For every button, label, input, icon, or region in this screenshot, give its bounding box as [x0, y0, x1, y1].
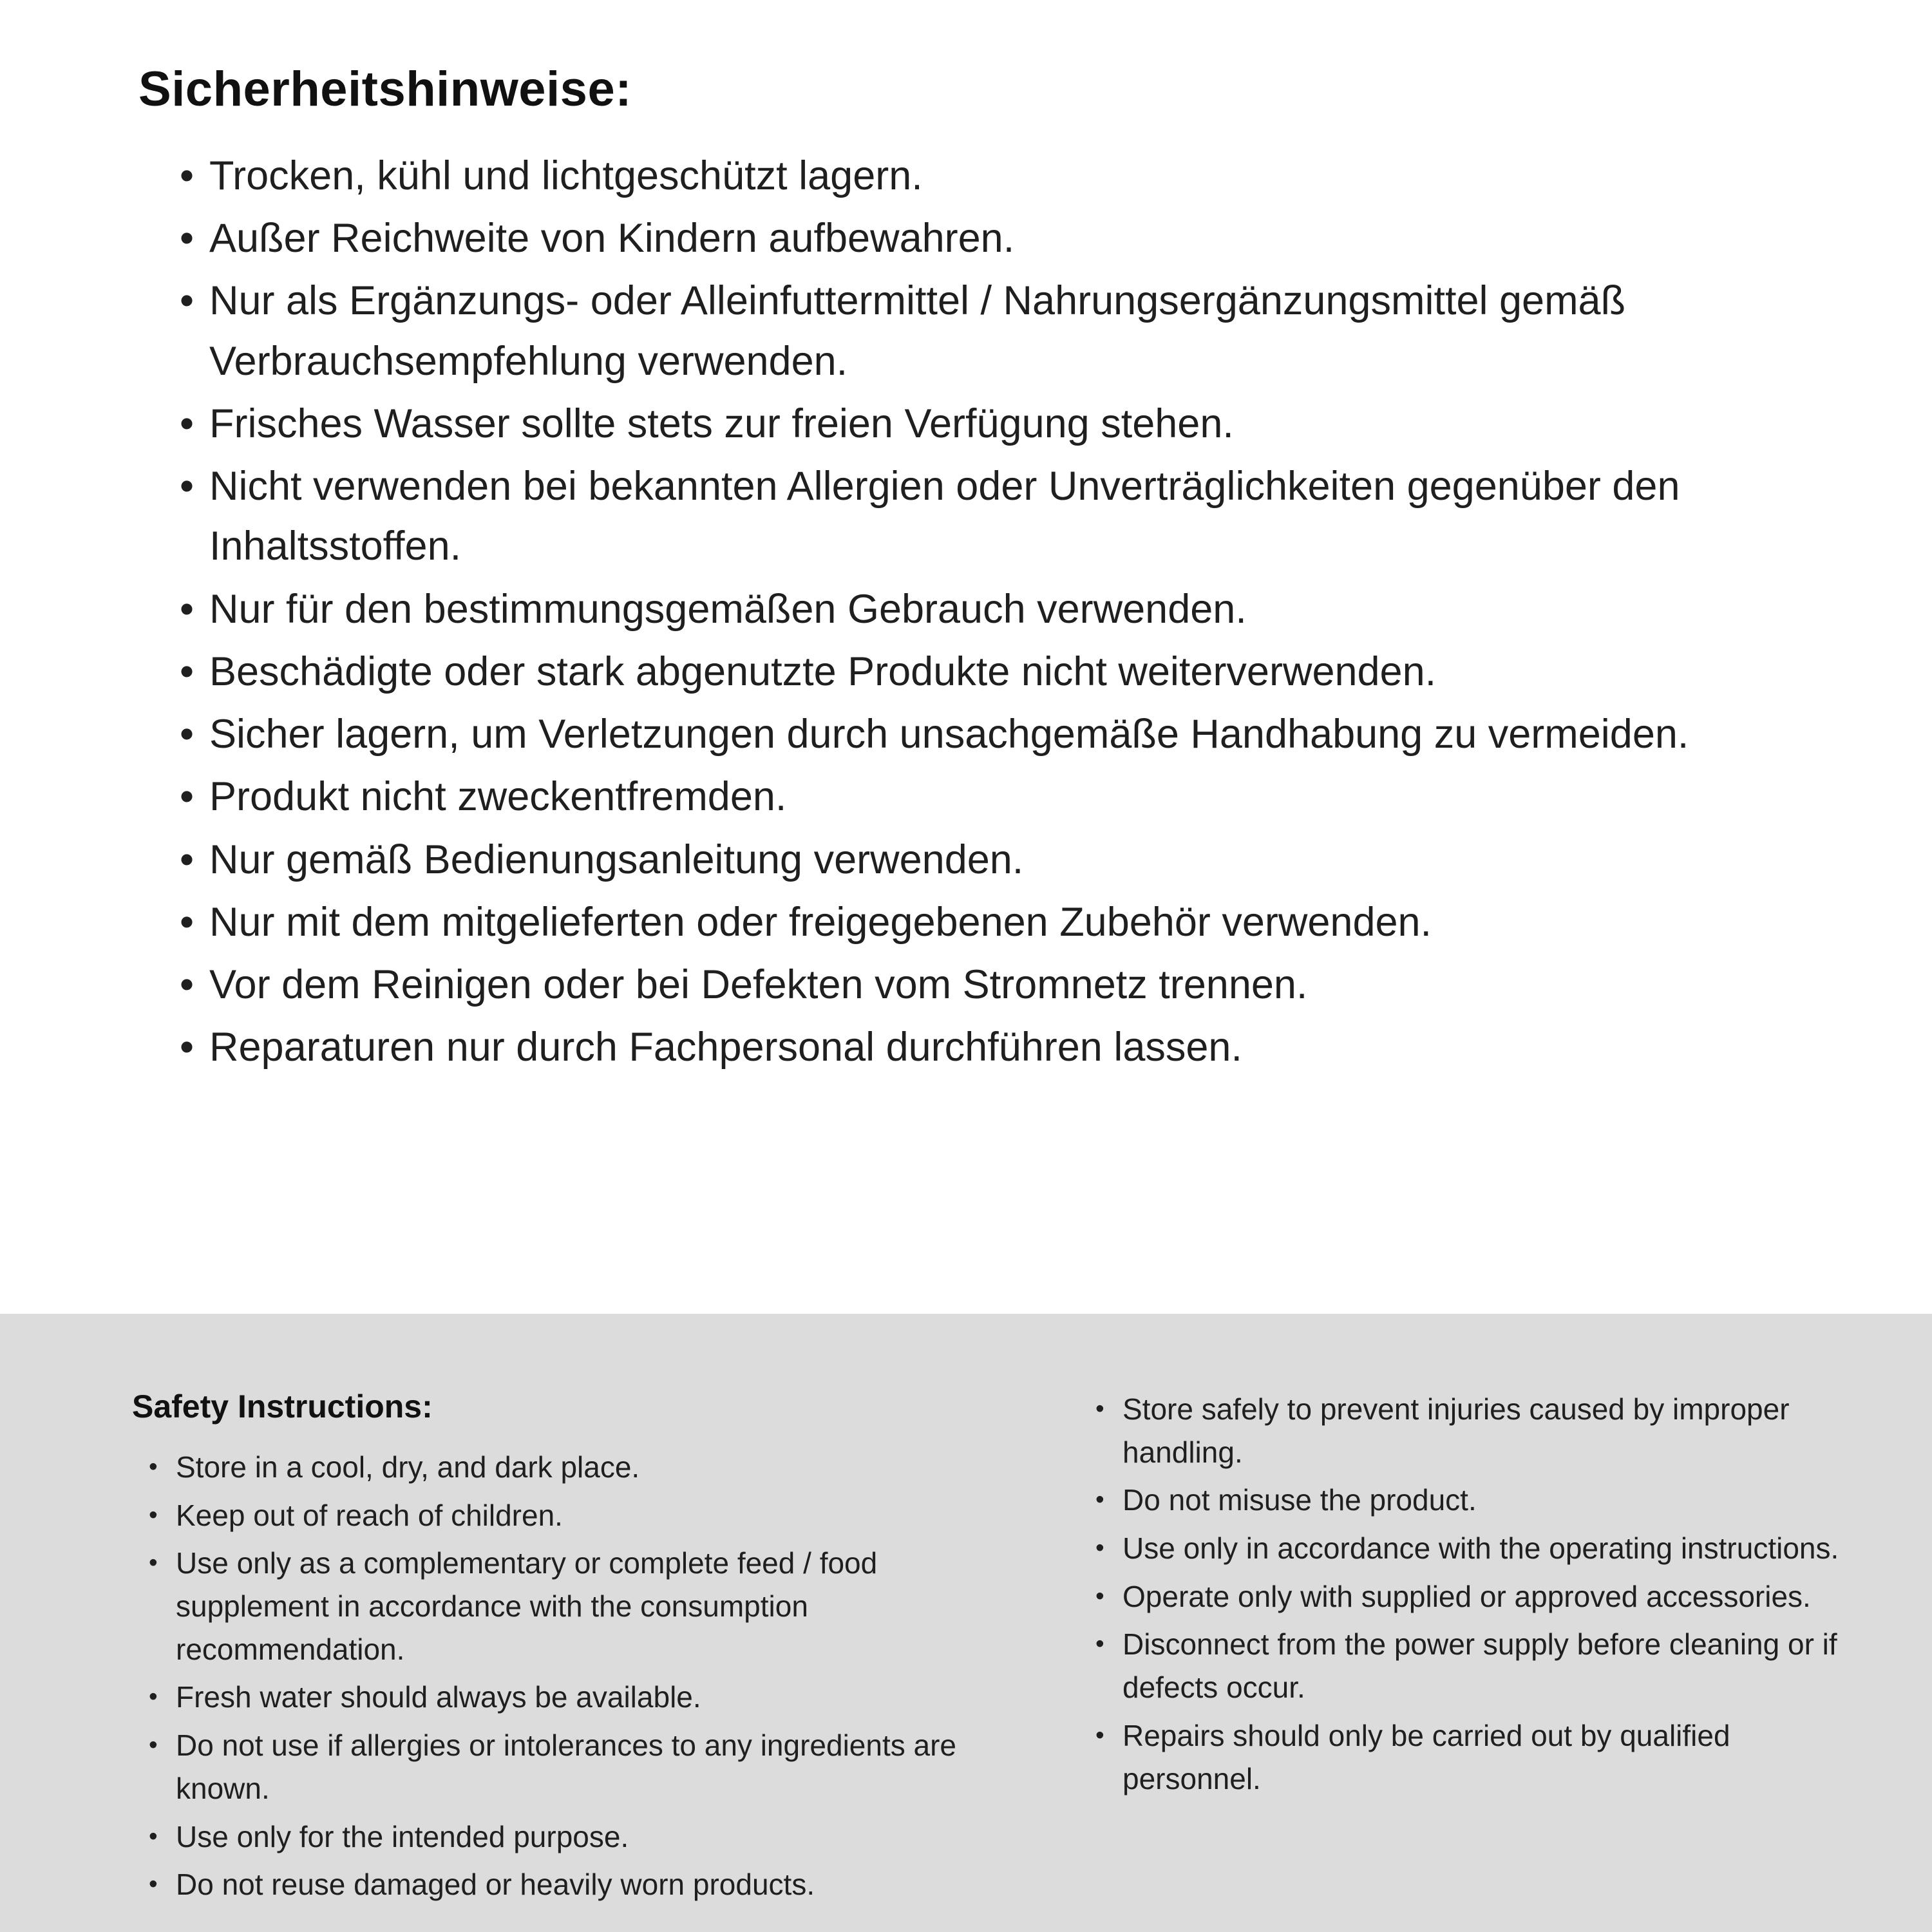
list-item: • Do not misuse the product. — [1095, 1479, 1842, 1522]
list-item: • Nur gemäß Bedienungsanleitung verwenden. — [180, 830, 1835, 890]
list-item: • Außer Reichweite von Kindern aufbewahren. — [180, 209, 1835, 269]
list-item: • Operate only with supplied or approved accessories. — [1095, 1575, 1842, 1618]
list-item: • Sicher lagern, um Verletzungen durch unsachgemäße Handhabung zu vermeiden. — [180, 705, 1835, 764]
list-item: • Nur für den bestimmungsgemäßen Gebrauch verwenden. — [180, 580, 1835, 639]
english-left-column — [132, 1388, 995, 1911]
list-item: • Produkt nicht zweckentfremden. — [180, 767, 1835, 827]
list-item: • Disconnect from the power supply before cleaning or if defects occur. — [1095, 1623, 1842, 1709]
english-section — [0, 1314, 1932, 1932]
list-item: • Keep out of reach of children. — [149, 1494, 995, 1537]
list-item: • Trocken, kühl und lichtgeschützt lagern. — [180, 146, 1835, 206]
list-item: • Nicht verwenden bei bekannten Allergien oder Unverträglichkeiten gegenüber den Inhaltsstoffen. — [180, 457, 1835, 576]
list-item: • Use only for the intended purpose. — [149, 1815, 995, 1859]
list-item: • Beschädigte oder stark abgenutzte Produkte nicht weiterverwenden. — [180, 642, 1835, 702]
english-right-column — [1079, 1388, 1842, 1805]
list-item: • Nur als Ergänzungs- oder Alleinfuttermittel / Nahrungsergänzungsmittel gemäß Verbrauchsempfehlung verwenden. — [180, 271, 1835, 391]
list-item: • Vor dem Reinigen oder bei Defekten vom Stromnetz trennen. — [180, 955, 1835, 1015]
german-section-title: Sicherheitshinweise: — [138, 62, 632, 117]
list-item: • Nur mit dem mitgelieferten oder freigegebenen Zubehör verwenden. — [180, 893, 1835, 952]
list-item: • Frisches Wasser sollte stets zur freien Verfügung stehen. — [180, 394, 1835, 454]
list-item: • Do not reuse damaged or heavily worn products. — [149, 1863, 995, 1906]
english-instructions-list-right — [1079, 1388, 1842, 1800]
english-section-title: Safety Instructions: — [132, 1388, 433, 1425]
list-item: • Store in a cool, dry, and dark place. — [149, 1446, 995, 1489]
list-item: • Fresh water should always be available. — [149, 1676, 995, 1719]
list-item: • Repairs should only be carried out by qualified personnel. — [1095, 1714, 1842, 1800]
list-item: • Use only in accordance with the operating instructions. — [1095, 1527, 1842, 1570]
list-item: • Store safely to prevent injuries caused by improper handling. — [1095, 1388, 1842, 1473]
list-item: • Use only as a complementary or complete feed / food supplement in accordance with the consumption recommendation. — [149, 1542, 995, 1671]
list-item: • Do not use if allergies or intolerances to any ingredients are known. — [149, 1724, 995, 1810]
list-item: • Reparaturen nur durch Fachpersonal durchführen lassen. — [180, 1018, 1835, 1077]
english-instructions-list-left — [132, 1446, 995, 1906]
german-instructions-list — [138, 146, 1835, 1078]
